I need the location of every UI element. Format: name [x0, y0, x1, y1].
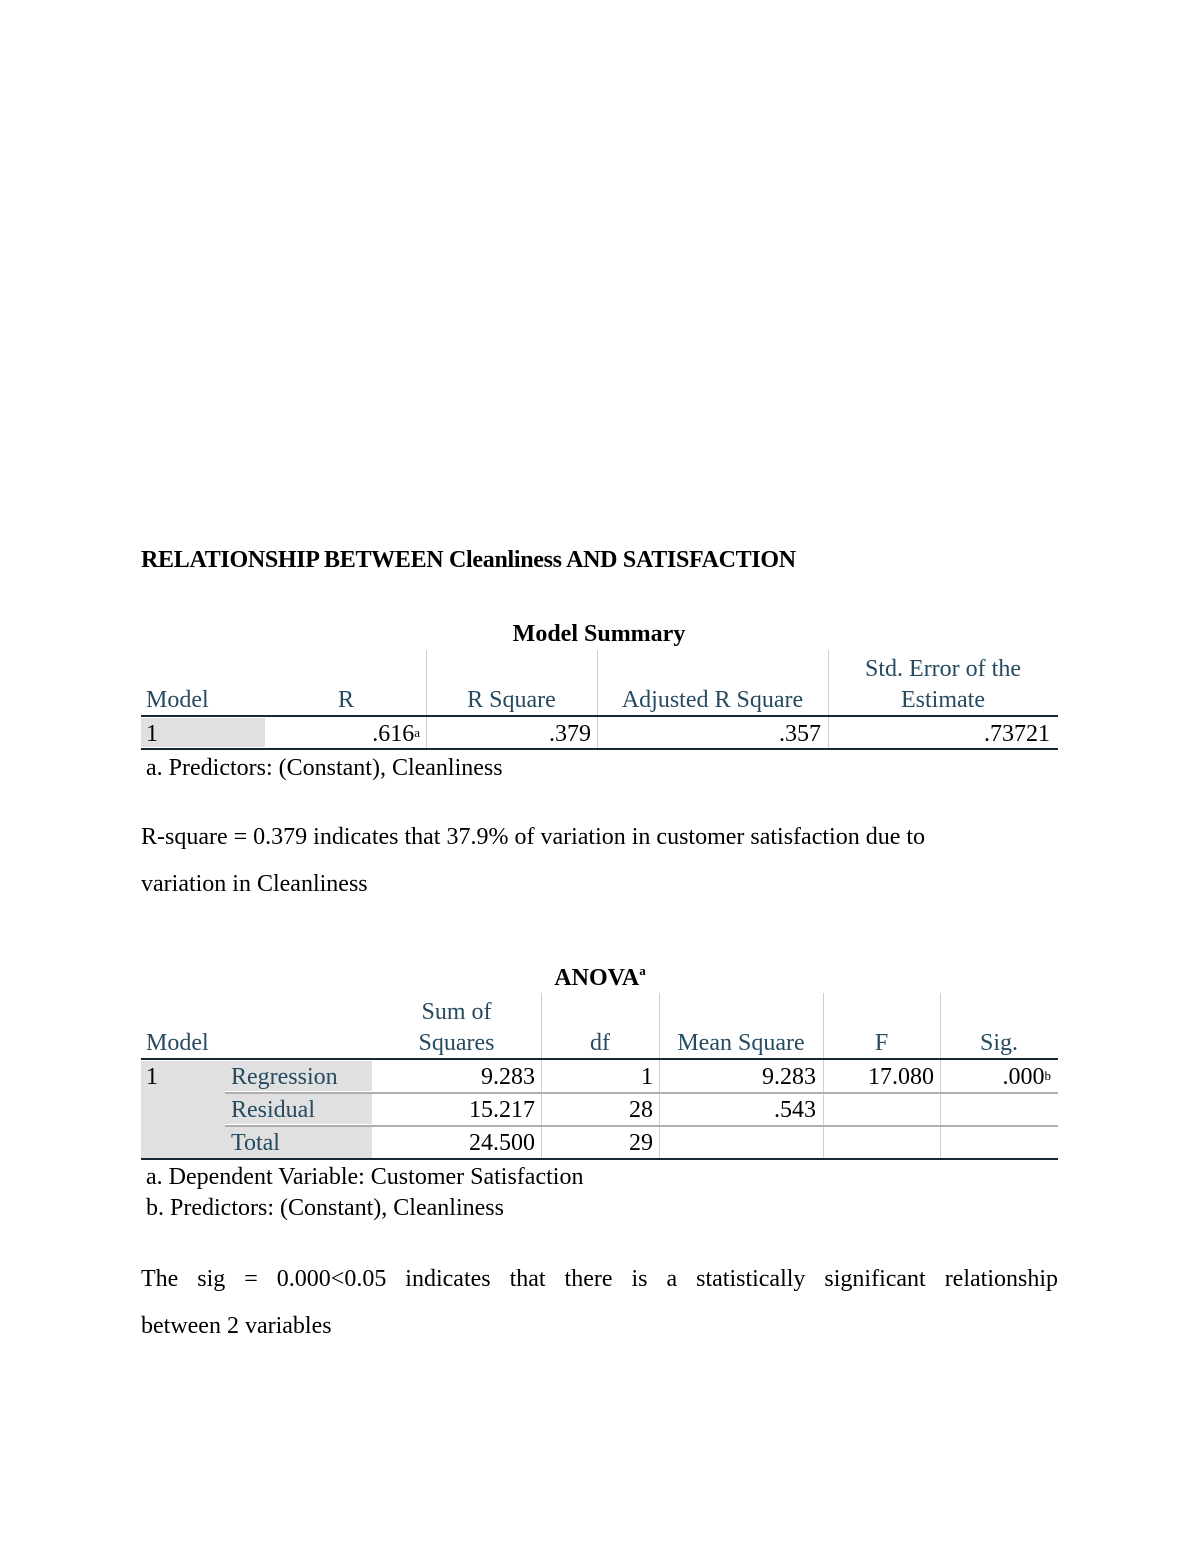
- r-value: .616: [372, 721, 415, 747]
- row-rule: [225, 1092, 1058, 1094]
- value-r-square: .379: [549, 721, 591, 747]
- sig-footnote-mark: b: [1044, 1068, 1051, 1083]
- sig-value: .000: [1002, 1064, 1045, 1090]
- anova-footnote-b: b. Predictors: (Constant), Cleanliness: [146, 1195, 504, 1221]
- anova-header-ms: Mean Square: [677, 1030, 805, 1056]
- bottom-rule: [141, 748, 1058, 750]
- value-std-error: .73721: [984, 721, 1050, 747]
- anova-header-df: df: [590, 1030, 610, 1056]
- anova-header-sig: Sig.: [979, 1030, 1018, 1056]
- interpretation-line: The sig = 0.000<0.05 indicates that there is a statistically significant relationship: [141, 1266, 1058, 1292]
- model-summary-title: Model Summary: [512, 621, 686, 647]
- anova-title-mark: a: [639, 963, 646, 978]
- value-adj-r-square: .357: [779, 721, 821, 747]
- anova-header-ss-line2: Squares: [418, 1030, 495, 1056]
- ss-residual: 15.217: [469, 1097, 535, 1123]
- header-adj-r-square: Adjusted R Square: [621, 687, 804, 713]
- header-model: Model: [146, 687, 209, 713]
- row-label-total: Total: [231, 1130, 280, 1156]
- header-r-square: R Square: [467, 687, 556, 713]
- header-r: R: [337, 687, 354, 713]
- df-regression: 1: [641, 1064, 653, 1090]
- ss-regression: 9.283: [481, 1064, 535, 1090]
- header-rule: [141, 715, 1058, 717]
- sig-regression: [940, 1062, 1051, 1093]
- anova-header-f: F: [874, 1030, 889, 1056]
- model-cell-shade: [141, 718, 265, 747]
- ms-residual: .543: [774, 1097, 816, 1123]
- anova-model-number: 1: [146, 1064, 158, 1090]
- header-rule: [141, 1058, 1058, 1060]
- model-summary-footnote: a. Predictors: (Constant), Cleanliness: [146, 755, 503, 781]
- anova-title-text: ANOVA: [554, 965, 640, 991]
- interpretation-line: between 2 variables: [141, 1313, 332, 1339]
- model-number: 1: [146, 721, 158, 747]
- row-label-residual: Residual: [231, 1097, 315, 1123]
- df-residual: 28: [629, 1097, 653, 1123]
- f-regression: 17.080: [868, 1064, 934, 1090]
- anova-footnote-a: a. Dependent Variable: Customer Satisfaction: [146, 1164, 584, 1190]
- value-r: [266, 719, 420, 750]
- anova-header-model: Model: [146, 1030, 209, 1056]
- anova-header-ss-line1: Sum of: [421, 999, 492, 1025]
- section-heading: RELATIONSHIP BETWEEN Cleanliness AND SATISFACTION: [141, 547, 796, 573]
- header-std-error-line2: Estimate: [901, 687, 985, 713]
- anova-title: [554, 965, 645, 992]
- bottom-rule: [141, 1158, 1058, 1160]
- ss-total: 24.500: [469, 1130, 535, 1156]
- df-total: 29: [629, 1130, 653, 1156]
- header-std-error-line1: Std. Error of the: [865, 656, 1021, 682]
- row-rule: [225, 1125, 1058, 1127]
- ms-regression: 9.283: [762, 1064, 816, 1090]
- interpretation-line: R-square = 0.379 indicates that 37.9% of variation in customer satisfaction due to: [141, 824, 926, 850]
- row-label-regression: Regression: [231, 1064, 338, 1090]
- r-footnote-mark: a: [414, 725, 420, 740]
- interpretation-line: variation in Cleanliness: [141, 871, 368, 897]
